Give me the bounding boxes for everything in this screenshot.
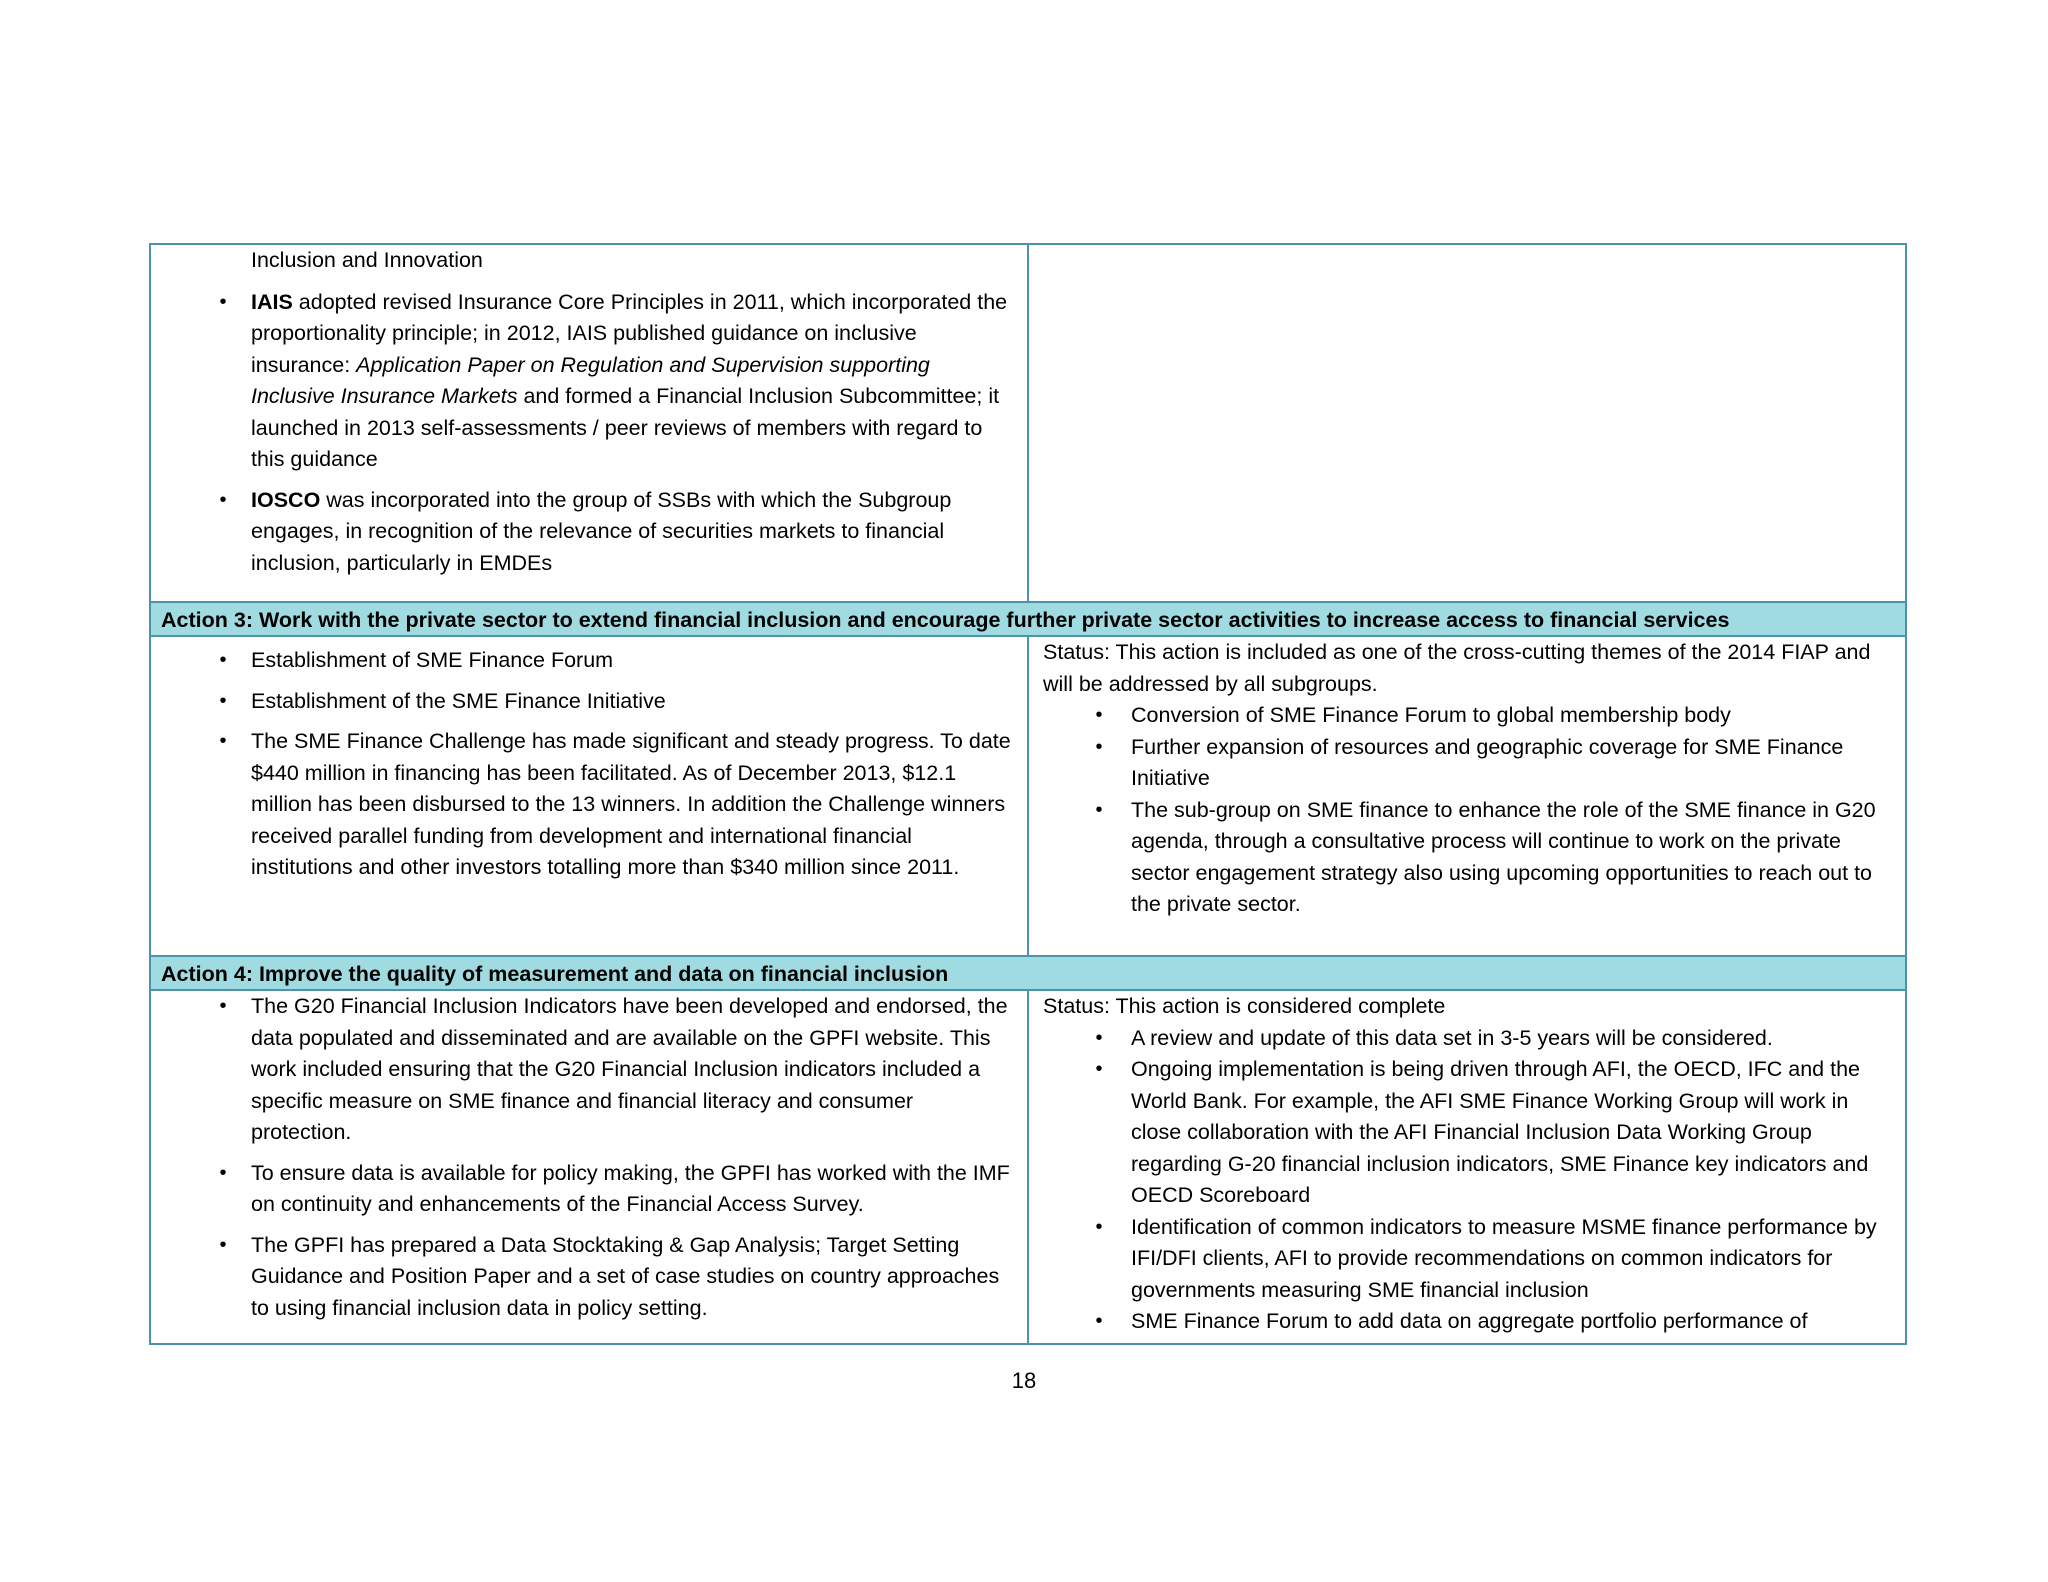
- list-item: • A review and update of this data set in 3-5 years will be considered.: [1043, 1023, 1891, 1055]
- bullet-icon: •: [219, 1161, 227, 1184]
- list-item: • SME Finance Forum to add data on aggregate portfolio performance of: [1043, 1306, 1891, 1338]
- action4-status: Status: This action is considered complete: [1043, 994, 1446, 1018]
- bullet-icon: •: [1095, 704, 1103, 726]
- iais-paper-title: Application Paper on Regulation and Supervision supporting Inclusive Insurance Markets: [251, 352, 930, 408]
- action3-left-cell: [150, 636, 1028, 956]
- iais-label: IAIS: [251, 289, 293, 314]
- list-item: • To ensure data is available for policy making, the GPFI has worked with the IMF on continuity and enhancements of the Financial Access Survey.: [165, 1158, 1013, 1221]
- list-item: • Further expansion of resources and geographic coverage for SME Finance Initiative: [1043, 732, 1891, 795]
- bullet-icon: •: [219, 1233, 227, 1256]
- action3-right-cell: [1028, 636, 1906, 956]
- bullet-icon: •: [219, 488, 227, 511]
- bullet-icon: •: [1095, 1058, 1103, 1080]
- bullet-icon: •: [219, 689, 227, 712]
- iosco-label: IOSCO: [251, 487, 321, 512]
- bullet-icon: •: [1095, 798, 1103, 821]
- table-row: [150, 244, 1906, 602]
- list-item: • The sub-group on SME finance to enhance the role of the SME finance in G20 agenda, through a consultative process will continue to work on the private sector engagement strategy also using upcoming opportunities to reach out to the private sector.: [1043, 795, 1891, 921]
- table-row: [150, 636, 1906, 956]
- bullet-icon: •: [219, 995, 227, 1017]
- list-item: • The GPFI has prepared a Data Stocktaking & Gap Analysis; Target Setting Guidance and Position Paper and a set of case studies on country approaches to using financial inclusion data in policy setting.: [165, 1230, 1013, 1325]
- list-item: • Ongoing implementation is being driven through AFI, the OECD, IFC and the World Bank. For example, the AFI SME Finance Working Group will work in close collaboration with the AFI Financial Inclusion Data Working Group regarding G-20 financial inclusion indicators, SME Finance key indicators and OECD Scoreboard: [1043, 1054, 1891, 1212]
- list-item: • IOSCO was incorporated into the group of SSBs with which the Subgroup engages, in recognition of the relevance of securities markets to financial inclusion, particularly in EMDEs: [165, 485, 1013, 580]
- page-number: 18: [1011, 1368, 1037, 1393]
- action3-status: Status: This action is included as one of the cross-cutting themes of the 2014 FIAP and will be addressed by all subgroups.: [1043, 640, 1871, 696]
- bullet-icon: •: [1095, 1215, 1103, 1238]
- table-row: [150, 990, 1906, 1344]
- bullet-icon: •: [219, 649, 227, 671]
- cell-right-empty: [1028, 244, 1906, 602]
- bullet-icon: •: [1095, 1026, 1103, 1049]
- action3-header-row: [150, 602, 1906, 636]
- action4-right-cell: [1028, 990, 1906, 1344]
- bullet-icon: •: [1095, 1310, 1103, 1332]
- list-item: • Conversion of SME Finance Forum to global membership body: [1043, 700, 1891, 732]
- list-item: • The SME Finance Challenge has made significant and steady progress. To date $440 million in financing has been facilitated. As of December 2013, $12.1 million has been disbursed to the 13 winners. In addition the Challenge winners received parallel funding from development and international financial institutions and other investors totalling more than $340 million since 2011.: [165, 726, 1013, 884]
- continued-text: Inclusion and Innovation: [251, 248, 483, 272]
- bullet-icon: •: [219, 730, 227, 752]
- bullet-icon: •: [1095, 735, 1103, 758]
- action3-header: Action 3: Work with the private sector to extend financial inclusion and encourage further private sector activities to increase access to financial services: [150, 602, 1906, 636]
- action4-header-row: [150, 956, 1906, 990]
- list-item: • Establishment of SME Finance Forum: [165, 645, 1013, 677]
- list-item: • IAIS adopted revised Insurance Core Principles in 2011, which incorporated the proportionality principle; in 2012, IAIS published guidance on inclusive insurance: Application Paper on Regulation and Supervision supporting Inclusive Insurance Markets and formed a Financial Inclusion Subcommittee; it launched in 2013 self-assessments / peer reviews of members with regard to this guidance: [165, 287, 1013, 476]
- action4-header: Action 4: Improve the quality of measurement and data on financial inclusion: [150, 956, 1906, 990]
- list-item: • Establishment of the SME Finance Initiative: [165, 686, 1013, 718]
- bullet-icon: •: [219, 290, 227, 313]
- list-item: • The G20 Financial Inclusion Indicators have been developed and endorsed, the data populated and disseminated and are available on the GPFI website. This work included ensuring that the G20 Financial Inclusion indicators included a specific measure on SME finance and financial literacy and consumer protection.: [165, 991, 1013, 1149]
- list-item: • Identification of common indicators to measure MSME finance performance by IFI/DFI clients, AFI to provide recommendations on common indicators for governments measuring SME financial inclusion: [1043, 1212, 1891, 1307]
- action4-left-cell: [150, 990, 1028, 1344]
- cell-left-continuation: [150, 244, 1028, 602]
- action-table: [149, 243, 1907, 1345]
